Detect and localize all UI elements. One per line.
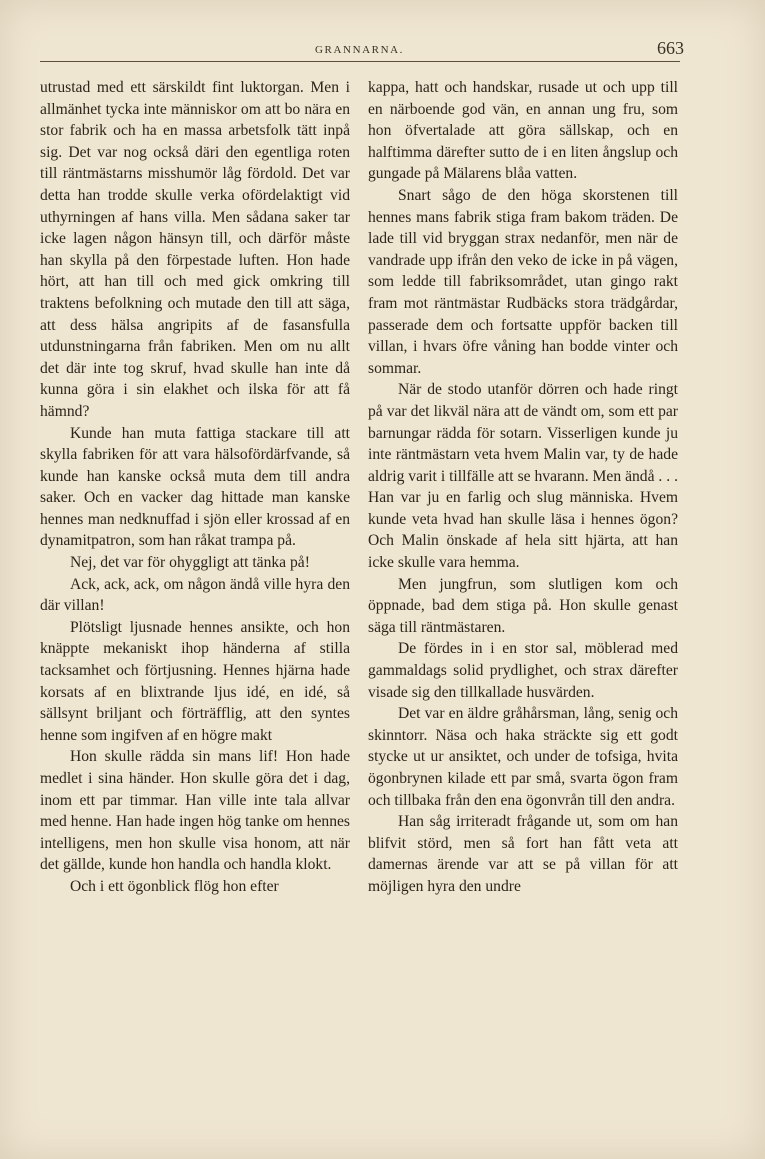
paragraph: kappa, hatt och handskar, rusade ut och upp till en närboende god vän, en annan ung fru, som hon öfvertalade att göra sällskap, och en halftimma därefter sutto de i en liten ångslup och gungade på Mälarens blåa vatten. bbox=[368, 79, 678, 183]
paragraph: De fördes in i en stor sal, möblerad med gammaldags solid prydlighet, och strax därefter visade sig den tillkallade husvärden. bbox=[368, 640, 678, 701]
paragraph: Kunde han muta fattiga stackare till att skylla fabriken för att vara hälsofördärfvande, så kunde han kanske också muta dem till andra saker. Och en vacker dag hittade man kanske hennes man nedknuffad i sjön eller krossad af en dynamitpatron, som han råkat trampa på. bbox=[40, 424, 350, 550]
paragraph: Han såg irriteradt frågande ut, som om han blifvit störd, men så fort han fått veta att damernas ärende var att se på villan för att möjligen hyra den undre bbox=[368, 813, 678, 895]
page-number: 663 bbox=[657, 38, 684, 58]
left-column bbox=[40, 77, 350, 898]
paragraph: Men jungfrun, som slutligen kom och öppnade, bad dem stiga på. Hon skulle genast säga till räntmästaren. bbox=[368, 575, 678, 636]
paragraph: Ack, ack, ack, om någon ändå ville hyra den där villan! bbox=[40, 575, 350, 615]
paragraph: Nej, det var för ohyggligt att tänka på! bbox=[70, 554, 310, 572]
paragraph: Hon skulle rädda sin mans lif! Hon hade medlet i sina händer. Hon skulle göra det i dag, inom ett par timmar. Han ville inte tala allvar med henne. Han hade ingen hög tanke om hennes intelligens, men hon skulle visa honom, att när det gällde, kunde hon handla och handla klokt. bbox=[40, 748, 350, 874]
running-title: GRANNARNA. bbox=[315, 44, 405, 56]
paragraph: utrustad med ett särskildt fint luktorgan. Men i allmänhet tycka inte människor om att bo nära en stor fabrik och ha en massa arbetsfolk tätt inpå sig. Det var nog också däri den egentliga roten till räntmästarns misshumör låg fördold. Det var detta han trodde skulle verka ofördelaktigt vid uthyrningen af hans villa. Men sådana saker tar icke lagen någon hänsyn till, och därför måste han skylla på den förpestade luften. Hon hade hört, att han till och med gick omkring till traktens befolkning och mutade den till att säga, att dess hälsa angripits af de fasansfulla utdunstningarna från fabriken. Men om nu allt det där inte tog skruf, hvad skulle han inte då kunna göra i sin elakhet och ilska för att få hämnd? bbox=[40, 79, 350, 420]
paragraph: När de stodo utanför dörren och hade ringt på var det likväl nära att de vändt om, som ett par barnungar rädda för sotarn. Visserligen kunde ju inte räntmästarn veta hvem Malin var, ty de hade aldrig varit i tillfälle att se hvarann. Men ändå . . . Han var ju en farlig och slug människa. Hvem kunde veta hvad han skulle läsa i hennes ögon? Och Malin önskade af hela sitt hjärta, att han icke skulle vara hemma. bbox=[368, 381, 678, 572]
paragraph: Och i ett ögonblick flög hon efter bbox=[70, 877, 279, 895]
paragraph: Plötsligt ljusnade hennes ansikte, och hon knäppte mekaniskt ihop händerna af stilla tacksamhet och förtjusning. Hennes hjärna hade korsats af en blixtrande ljus idé, en idé, så sällsynt briljant och förträfflig, att den syntes henne som ingifven af en högre makt bbox=[40, 618, 350, 744]
header-rule bbox=[40, 61, 680, 62]
right-column bbox=[368, 77, 678, 898]
paragraph: Det var en äldre gråhårsman, lång, senig och skinntorr. Näsa och haka sträckte sig ett godt stycke ut ur ansiktet, och under de tofsiga, hvita ögonbrynen kilade ett par små, svarta ögon fram och tillbaka från den ena ögonvrån till den andra. bbox=[368, 705, 678, 809]
running-head bbox=[40, 38, 684, 64]
paragraph: Snart sågo de den höga skorstenen till hennes mans fabrik stiga fram bakom träden. De lade till vid bryggan strax nedanför, men när de vandrade upp ifrån den veko de icke in på vägen, som ledde till fabriksområdet, utan gingo rakt fram mot räntmästar Rudbäcks stora trädgårdar, passerade dem och fortsatte uppför backen till villan, i hvars öfre våning han bodde vinter och sommar. bbox=[368, 186, 678, 377]
